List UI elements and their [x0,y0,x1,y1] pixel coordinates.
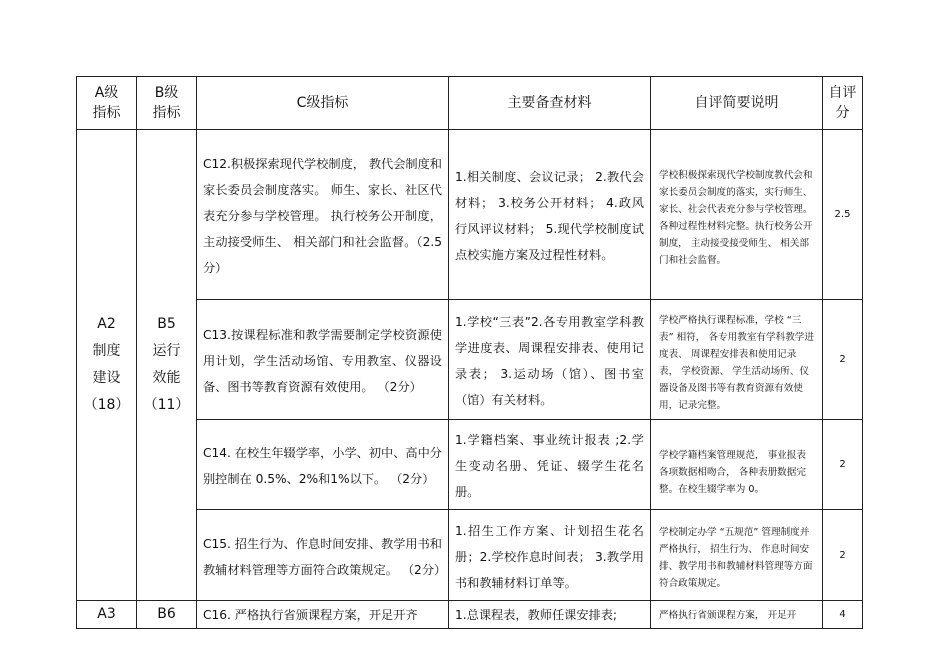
header-c-level: C级指标 [197,77,449,130]
explanation-text: 学校制定办学 “五规范” 管理制度并严格执行， 招生行为、 作息时间安排、教学用书和教辅材料管理等方面符合政策规定。 [659,527,813,589]
header-a-level [77,77,137,130]
evaluation-table [76,76,863,629]
c-indicator-text: C15. 招生行为、作息时间安排、教学用书和教辅材料管理等方面符合政策规定。 （2分） [203,536,447,577]
score-cell: 2 [823,300,863,420]
header-material: 主要备查材料 [449,77,651,130]
score-cell: 4 [823,601,863,629]
a3-level-cell: A3 [77,601,137,629]
b-level-name-1: 运行 [152,343,181,359]
header-score-line1: 自评 [828,85,857,101]
score-cell: 2 [823,420,863,510]
b6-level-cell: B6 [137,601,197,629]
a-level-code: A2 [97,316,116,332]
b-level-cell [137,130,197,601]
table-row [77,130,863,300]
a-level-name-2: 建设 [92,370,121,386]
material-text: 1.相关制度、会议记录； 2.教代会材料； 3.校务公开材料； 4.政风行风评议材料； 5.现代学校制度试点校实施方案及过程性材料。 [455,170,644,262]
header-a-line2: 指标 [92,105,121,121]
header-a-line1: A级 [94,85,119,101]
material-text: 1.学籍档案、事业统计报表 ;2.学生变动名册、凭证、辍学生花名册。 [455,433,644,499]
b-level-code: B5 [157,316,176,332]
c-indicator-text: C12.积极探索现代学校制度， 教代会制度和家长委员会制度落实。 师生、家长、社区代表充分参与学校管理。 执行校务公开制度，主动接受师生、 相关部门和社会监督。（2.5分） [203,157,442,275]
material-text: 1.总课程表，教师任课安排表; [455,608,617,622]
material-text: 1.招生工作方案、计划招生花名册；2.学校作息时间表； 3.教学用书和教辅材料订单等。 [455,523,644,590]
header-score [823,77,863,130]
explanation-text: 严格执行省颁课程方案， 开足开 [659,609,797,621]
header-explanation: 自评简要说明 [651,77,823,130]
a-level-points: （18） [83,397,130,413]
c-indicator-text: C16. 严格执行省颁课程方案，开足开齐 [203,608,418,622]
material-text: 1.学校“三表”2.各专用教室学科教学进度表、周课程安排表、使用记录表； 3.运动场（馆）、图书室（馆）有关材料。 [455,315,644,407]
header-b-line2: 指标 [152,105,181,121]
explanation-text: 学校学籍档案管理规范， 事业报表各项数据相吻合， 各种表册数据完整。在校生辍学率为 0。 [659,450,806,495]
a-level-name-1: 制度 [92,343,121,359]
explanation-text: 学校积极探索现代学校制度教代会和家长委员会制度的落实，实行师生、 家长、社会代表充分参与学校管理。 各种过程性材料完整。执行校务公开制度， 主动接受接受师生、 相关部门和社会监督。 [659,169,813,266]
table-row [77,601,863,629]
header-b-line1: B级 [154,85,179,101]
b-level-name-2: 效能 [152,370,181,386]
score-cell: 2.5 [823,130,863,300]
b-level-points: （11） [143,397,190,413]
score-cell: 2 [823,510,863,601]
header-b-level [137,77,197,130]
c-indicator-text: C14. 在校生年辍学率，小学、初中、高中分别控制在 0.5%、2%和1%以下。 （2分） [203,446,442,486]
a-level-cell [77,130,137,601]
header-score-line2: 分 [835,105,850,121]
table-header-row [77,77,863,130]
c-indicator-text: C13.按课程标准和教学需要制定学校资源使用计划，学生活动场馆、专用教室、仪器设备、图书等教育资源有效使用。 （2分） [203,328,442,394]
explanation-text: 学校严格执行课程标准，学校 “三表” 相符， 各专用教室有学科教学进度表、 周课程安排表和使用记录表， 学校资源、 学生活动场所、仪器设备及图书等有教育资源有效使用，记录完整。 [659,314,814,411]
